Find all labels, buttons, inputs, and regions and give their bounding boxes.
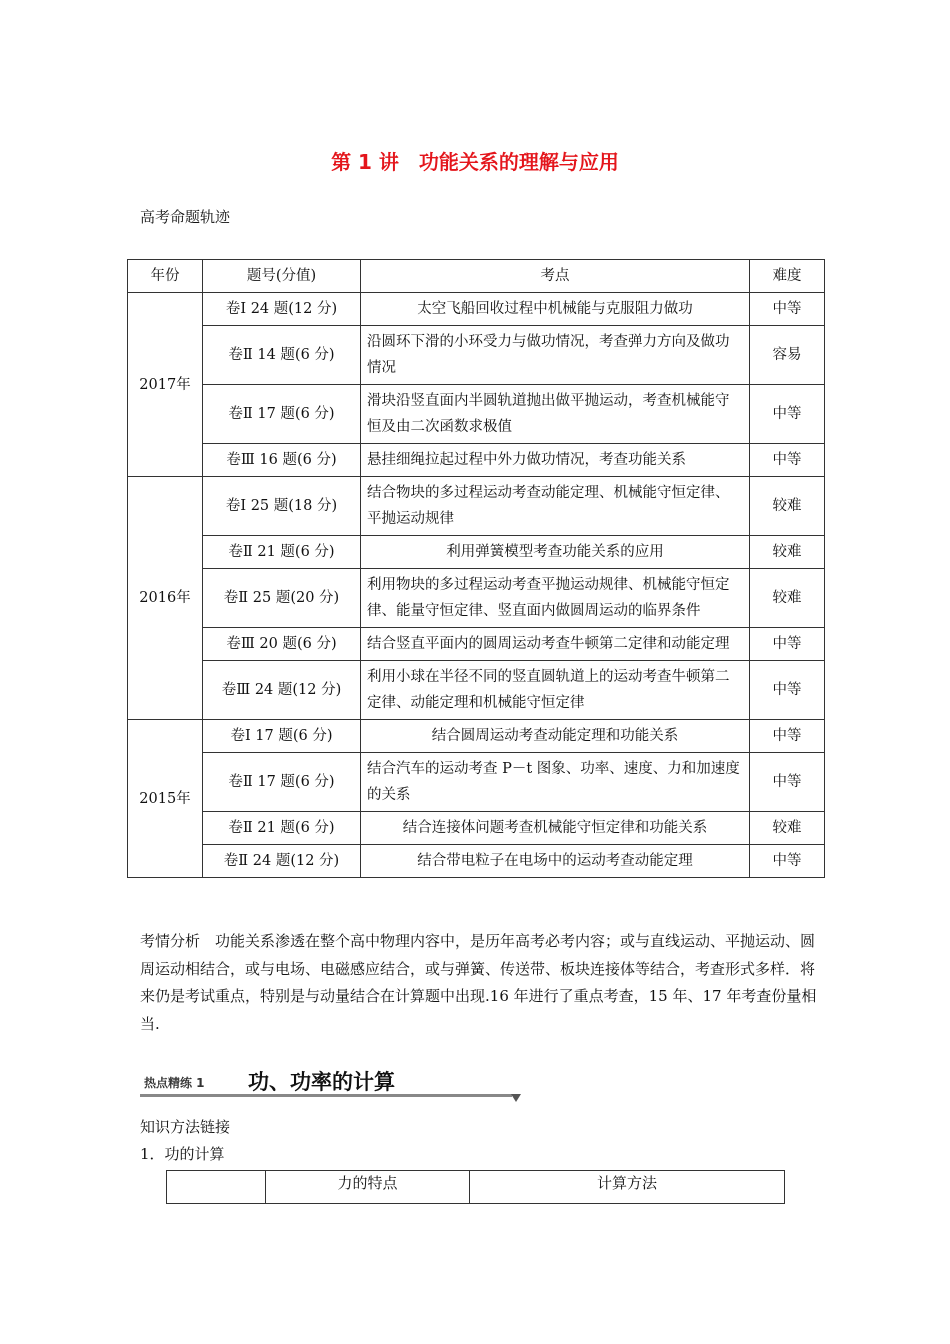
question-cell: 卷Ⅱ 25 题(20 分) [203,569,361,628]
hot-topic-heading [140,1064,522,1104]
point-cell: 滑块沿竖直面内半圆轨道抛出做平抛运动，考查机械能守恒及由二次函数求极值 [361,385,750,444]
point-cell: 结合物块的多过程运动考查动能定理、机械能守恒定律、平抛运动规律 [361,477,750,536]
table-row [128,845,825,878]
knowledge-label: 知识方法链接 [140,1118,231,1136]
analysis-paragraph [140,928,820,1038]
table-row [128,536,825,569]
point-cell: 沿圆环下滑的小环受力与做功情况，考查弹力方向及做功情况 [361,326,750,385]
analysis-label: 考情分析 [140,932,201,950]
table-row [128,385,825,444]
table-row [128,326,825,385]
triangle-down-icon [511,1094,521,1102]
table-row [128,477,825,536]
table-row [128,569,825,628]
question-cell: 卷Ⅱ 17 题(6 分) [203,385,361,444]
header-calc-method: 计算方法 [470,1171,785,1204]
table-row [128,812,825,845]
question-cell: 卷Ⅰ 17 题(6 分) [203,720,361,753]
difficulty-cell: 较难 [750,477,825,536]
header-empty [167,1171,266,1204]
question-cell: 卷Ⅲ 24 题(12 分) [203,661,361,720]
point-cell: 太空飞船回收过程中机械能与克服阻力做功 [361,293,750,326]
point-cell: 悬挂细绳拉起过程中外力做功情况，考查功能关系 [361,444,750,477]
difficulty-cell: 中等 [750,720,825,753]
question-cell: 卷Ⅰ 25 题(18 分) [203,477,361,536]
track-label: 高考命题轨迹 [140,208,231,226]
header-force-feature: 力的特点 [266,1171,470,1204]
header-question: 题号(分值) [203,260,361,293]
difficulty-cell: 中等 [750,628,825,661]
table-row [128,444,825,477]
year-cell: 2015年 [128,720,203,878]
table-header-row [128,260,825,293]
difficulty-cell: 中等 [750,385,825,444]
page-title: 第 1 讲 功能关系的理解与应用 [331,150,619,174]
point-cell: 利用物块的多过程运动考查平抛运动规律、机械能守恒定律、能量守恒定律、竖直面内做圆周运动的临界条件 [361,569,750,628]
exam-track-table [127,259,825,878]
point-cell: 结合连接体问题考查机械能守恒定律和功能关系 [361,812,750,845]
year-cell: 2017年 [128,293,203,477]
question-cell: 卷Ⅱ 17 题(6 分) [203,753,361,812]
question-cell: 卷Ⅱ 21 题(6 分) [203,536,361,569]
difficulty-cell: 中等 [750,753,825,812]
difficulty-cell: 中等 [750,845,825,878]
question-cell: 卷Ⅱ 21 题(6 分) [203,812,361,845]
difficulty-cell: 中等 [750,293,825,326]
header-year: 年份 [128,260,203,293]
point-cell: 结合圆周运动考查动能定理和功能关系 [361,720,750,753]
table-row [128,753,825,812]
work-calc-table [166,1170,785,1204]
question-cell: 卷Ⅱ 14 题(6 分) [203,326,361,385]
table-row [128,628,825,661]
year-cell: 2016年 [128,477,203,720]
point-cell: 结合竖直平面内的圆周运动考查牛顿第二定律和动能定理 [361,628,750,661]
difficulty-cell: 中等 [750,444,825,477]
difficulty-cell: 较难 [750,812,825,845]
header-difficulty: 难度 [750,260,825,293]
question-cell: 卷Ⅰ 24 题(12 分) [203,293,361,326]
hot-topic-title: 功、功率的计算 [248,1070,395,1094]
heading-underline [140,1094,512,1097]
difficulty-cell: 容易 [750,326,825,385]
table-row [128,720,825,753]
header-point: 考点 [361,260,750,293]
item-heading: 1．功的计算 [140,1145,225,1163]
question-cell: 卷Ⅱ 24 题(12 分) [203,845,361,878]
hot-topic-label: 热点精练 1 [144,1076,205,1090]
point-cell: 结合汽车的运动考查 P－t 图象、功率、速度、力和加速度的关系 [361,753,750,812]
point-cell: 结合带电粒子在电场中的运动考查动能定理 [361,845,750,878]
difficulty-cell: 较难 [750,536,825,569]
point-cell: 利用弹簧模型考查功能关系的应用 [361,536,750,569]
point-cell: 利用小球在半径不同的竖直圆轨道上的运动考查牛顿第二定律、动能定理和机械能守恒定律 [361,661,750,720]
analysis-text: 功能关系渗透在整个高中物理内容中，是历年高考必考内容；或与直线运动、平抛运动、圆周运动相结合，或与电场、电磁感应结合，或与弹簧、传送带、板块连接体等结合，考查形式多样．将来仍是考试重点，特别是与动量结合在计算题中出现.16 年进行了重点考查，15 年、17 年考查份量相当. [140,932,817,1033]
question-cell: 卷Ⅲ 20 题(6 分) [203,628,361,661]
difficulty-cell: 中等 [750,661,825,720]
table-header-row [167,1171,785,1204]
table-row [128,661,825,720]
difficulty-cell: 较难 [750,569,825,628]
question-cell: 卷Ⅲ 16 题(6 分) [203,444,361,477]
table-row [128,293,825,326]
